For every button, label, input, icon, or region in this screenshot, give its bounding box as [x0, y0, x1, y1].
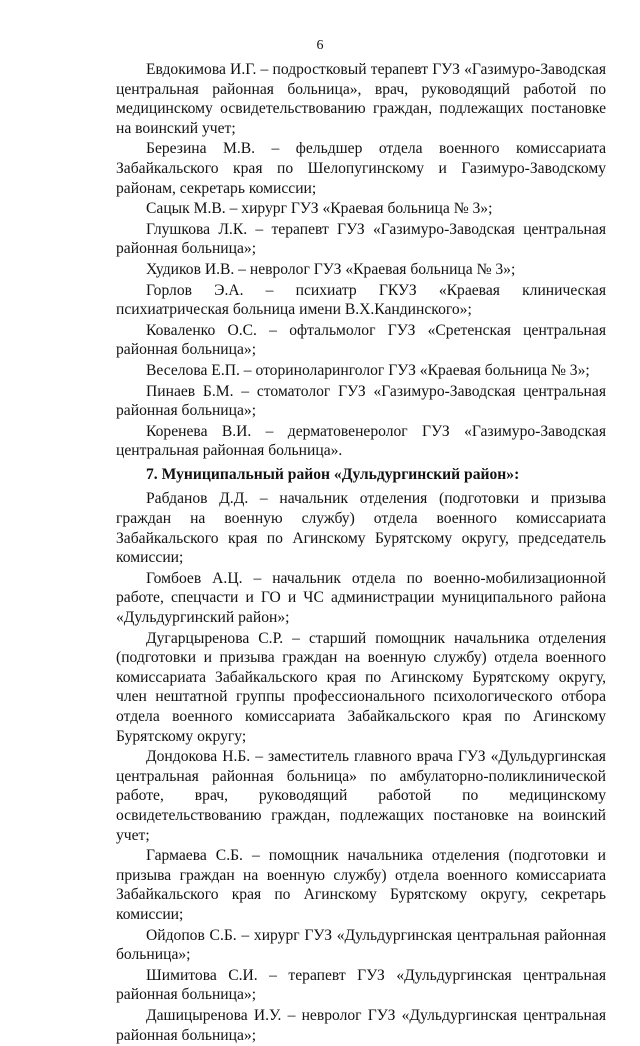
member-entry: Веселова Е.П. – оториноларинголог ГУЗ «Краевая больница № 3»; — [146, 361, 590, 379]
member-entry: Гармаева С.Б. – помощник начальника отделения (подготовки и призыва граждан на военную службу) отдела военного комиссариата Забайкальского края по Агинскому Бурятскому округу, секретарь комиссии; — [116, 847, 606, 923]
member-entry: Ойдопов С.Б. – хирург ГУЗ «Дульдургинская центральная районная больница»; — [116, 926, 606, 964]
section-heading: 7. Муниципальный район «Дульдургинский район»: — [146, 465, 520, 483]
member-entry: Глушкова Л.К. – терапевт ГУЗ «Газимуро-Заводская центральная районная больница»; — [116, 220, 606, 258]
member-entry: Евдокимова И.Г. – подростковый терапевт ГУЗ «Газимуро-Заводская центральная районная больница», врач, руководящий работой по медицинскому освидетельствованию граждан, подлежащих постановке на воинский учет; — [116, 61, 606, 137]
member-entry: Сацык М.В. – хирург ГУЗ «Краевая больница № 3»; — [146, 200, 493, 218]
member-entry: Дугарцыренова С.Р. – старший помощник начальника отделения (подготовки и призыва граждан на военную службу) отдела военного комиссариата Забайкальского края по Агинскому Бурятскому округу, член нештатной группы профессионального психологического отбора отдела военного комиссариата Забайкальского края по Агинскому Бурятскому округу; — [116, 629, 606, 745]
member-entry: Пинаев Б.М. – стоматолог ГУЗ «Газимуро-Заводская центральная районная больница»; — [116, 382, 606, 420]
member-entry: Худиков И.В. – невролог ГУЗ «Краевая больница № 3»; — [146, 260, 516, 278]
member-entry: Гомбоев А.Ц. – начальник отдела по военно-мобилизационной работе, спецчасти и ГО и ЧС администрации муниципального района «Дульдургинский район»; — [116, 569, 606, 627]
member-entry: Рабданов Д.Д. – начальник отделения (подготовки и призыва граждан на военную службу) отдела военного комиссариата Забайкальского края по Агинскому Бурятскому округу, председатель комиссии; — [116, 490, 606, 567]
member-entry: Коренева В.И. – дерматовенеролог ГУЗ «Газимуро-Заводская центральная районная больница». — [116, 422, 606, 460]
member-entry: Коваленко О.С. – офтальмолог ГУЗ «Сретенская центральная районная больница»; — [116, 321, 606, 359]
member-entry: Березина М.В. – фельдшер отдела военного комиссариата Забайкальского края по Шелопугинскому и Газимуро-Заводскому районам, секретарь комиссии; — [116, 140, 606, 197]
page-number: 6 — [316, 38, 324, 53]
member-entry: Горлов Э.А. – психиатр ГКУЗ «Краевая клиническая психиатрическая больница имени В.Х.Кандинского»; — [116, 281, 606, 319]
member-entry: Шимитова С.И. – терапевт ГУЗ «Дульдургинская центральная районная больница»; — [116, 966, 606, 1004]
member-entry: Дондокова Н.Б. – заместитель главного врача ГУЗ «Дульдургинская центральная районная больница» по амбулаторно-поликлинической работе, врач, руководящий работой по медицинскому освидетельствованию граждан, подлежащих постановке на воинский учет; — [116, 748, 606, 844]
document-body — [116, 60, 606, 1046]
member-entry: Дашицыренова И.У. – невролог ГУЗ «Дульдургинская центральная районная больница»; — [116, 1006, 606, 1044]
